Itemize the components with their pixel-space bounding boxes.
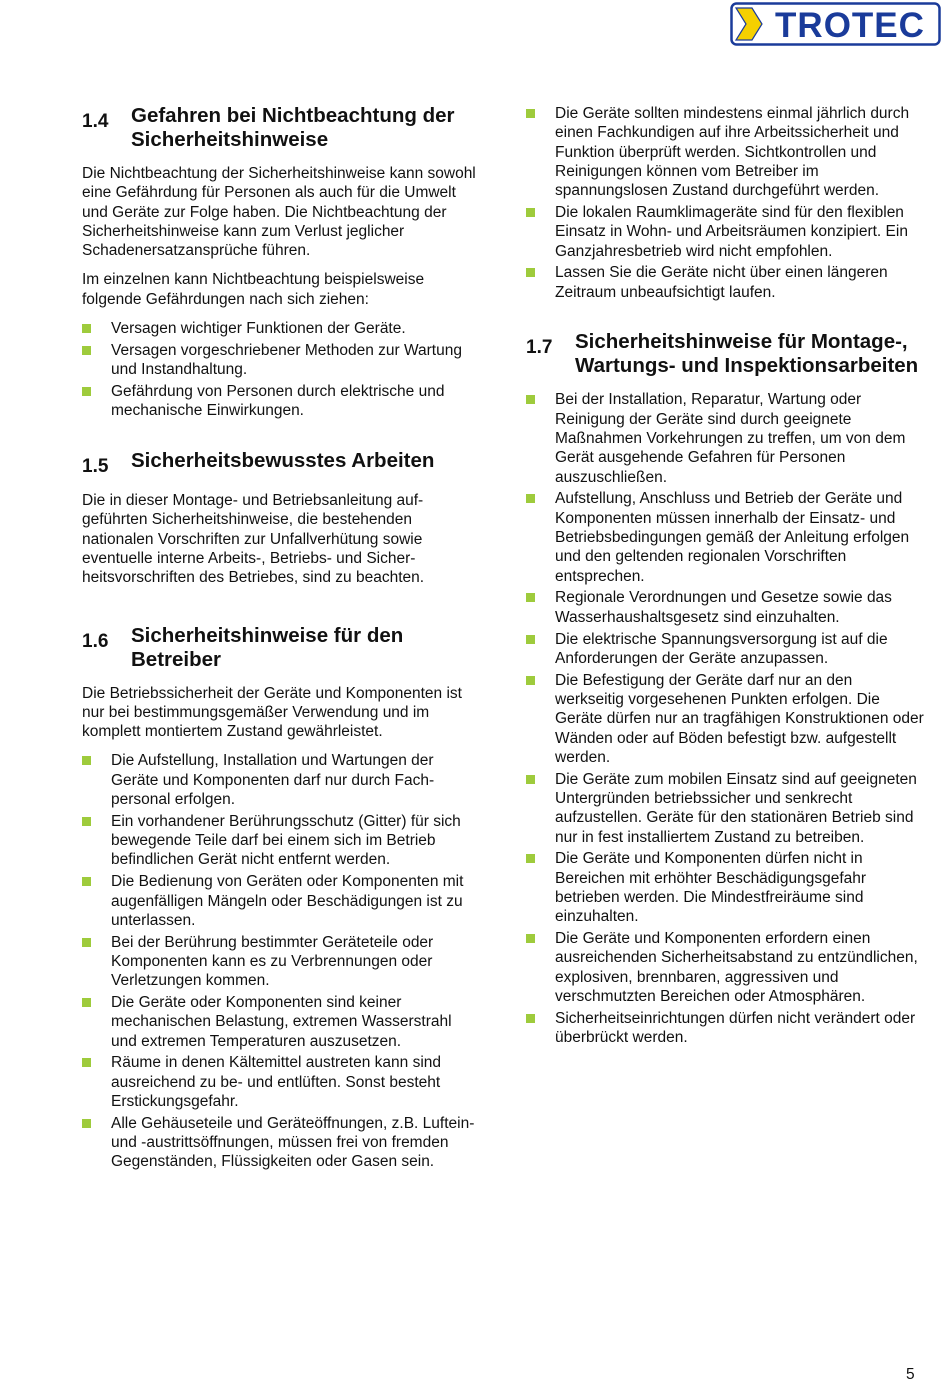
bullet-list [82,319,477,420]
list-item-text: Ein vorhandener Berührungsschutz (Gitter) für sich bewegende Teile darf bei einem sich im Betrieb befindlichen Gerät nicht entfernt werden. [111,812,461,869]
paragraph: Die in dieser Montage- und Betriebsanleitung aufgeführten Sicherheitshinweise, die bestehenden nationalen Vorschriften zur Unfallverhütung sowie eventuelle interne Arbeits-, Betriebs- und Sicherheitsvorschriften des Betriebes, sind zu beachten. [82,492,425,587]
list-item [526,1009,924,1048]
paragraph: Im einzelnen kann Nichtbeachtung beispielsweise folgende Gefährdungen nach sich ziehen: [82,271,425,308]
bullet-icon [526,593,535,602]
list-item [526,263,924,302]
list-item-text: Aufstellung, Anschluss und Betrieb der Geräte und Komponenten müssen innerhalb der Einsatz- und Betriebsbedingungen gemäß der Anleitung erfolgen und den geltenden regionalen Vorschriften entsprechen. [555,490,910,585]
list-item-text: Die Bedienung von Geräten oder Komponenten mit augenfälligen Mängeln oder Beschädigungen ist zu unterlassen. [111,873,464,929]
list-item-text: Die lokalen Raumklimageräte sind für den flexiblen Einsatz in Wohn- und Arbeitsräumen konzipiert. Ein Ganzjahresbetrieb wird nicht empfohlen. [555,203,908,260]
list-item-text: Die Geräte sollten mindestens einmal jährlich durch einen Fachkundigen auf ihre Arbeitssicherheit und Funktion überprüft werden. Sichtkontrollen und Reinigungen können vom Betreiber im spannungslosen Zustand durchgeführt werden. [555,105,910,200]
section-number: 1.6 [82,630,109,652]
bullet-icon [526,775,535,784]
bullet-icon [526,109,535,118]
list-item [82,1053,477,1111]
list-item-text: Die Geräte oder Komponenten sind keiner mechanischen Belastung, extremen Wasserstrahl und extremen Temperaturen auszusetzen. [111,994,452,1050]
list-item-text: Die Geräte und Komponenten dürfen nicht in Bereichen mit erhöhter Beschädigungsgefahr betrieben werden. Die Mindestfreiräume sind einzuhalten. [555,850,867,926]
page-number: 5 [906,1366,915,1383]
left-column [82,104,477,1174]
right-column [526,104,924,1050]
section-title: Gefahren bei Nichtbeachtung der Sicherheitshinweise [131,104,455,151]
list-item-text: Alle Gehäuseteile und Geräteöffnungen, z.B. Luftein- und -austrittsöffnungen, müssen frei von fremden Gegenständen, Flüssigkeiten oder Gasen sein. [111,1114,475,1171]
bullet-list [526,104,924,302]
bullet-icon [82,346,91,355]
list-item [526,203,924,261]
bullet-icon [526,635,535,644]
bullet-icon [82,938,91,947]
section-title: Sicherheitshinweise für Montage-, Wartungs- und Inspektionsarbeiten [575,330,919,378]
list-item-text: Die Befestigung der Geräte darf nur an den werkseitig vorgesehenen Punkten erfolgen. Die Geräte dürfen nur an tragfähigen Konstruktionen oder Wänden oder auf Böden befestigt bzw. aufgestellt werden. [555,671,924,766]
bullet-icon [82,1119,91,1128]
list-item [526,849,924,926]
list-item [526,104,924,200]
bullet-icon [82,998,91,1007]
section-title: Sicherheitsbewusstes Arbeiten [131,449,435,473]
list-item-text: Die Aufstellung, Installation und Wartungen der Geräte und Komponenten darf nur durch Fachpersonal erfolgen. [111,752,435,809]
bullet-icon [82,324,91,333]
paragraph: Die Nichtbeachtung der Sicherheitshinweise kann sowohl eine Gefährdung für Personen als auch für die Umwelt und Geräte zur Folge haben. Die Nichtbeachtung der Sicherheitshinweise kann zum Verlust jeglicher Schadenersatzansprüche führen. [82,165,476,260]
bullet-icon [82,1058,91,1067]
bullet-icon [526,268,535,277]
trotec-logo [730,2,941,46]
list-item [82,872,477,930]
bullet-icon [526,208,535,217]
list-item [526,390,924,486]
list-item [82,382,477,421]
list-item-text: Bei der Berührung bestimmter Geräteteile oder Komponenten kann es zu Verbrennungen oder Verletzungen kommen. [111,933,434,990]
list-item [82,341,477,380]
bullet-icon [526,1014,535,1023]
list-item [526,489,924,585]
list-item [526,929,924,1006]
list-item [82,319,477,338]
paragraph: Die Betriebssicherheit der Geräte und Komponenten ist nur bei bestimmungsgemäßer Verwendung und im komplett montiertem Zustand gewährleistet. [82,684,462,741]
list-item-text: Gefährdung von Personen durch elektrische und mechanische Einwirkungen. [111,382,445,420]
bullet-icon [526,854,535,863]
section-title: Sicherheitshinweise für den Betreiber [131,623,404,671]
list-item-text: Räume in denen Kältemittel austreten kann sind ausreichend zu be- und entlüften. Sonst besteht Erstickungsgefahr. [111,1054,442,1110]
section-1-5-heading [82,449,477,479]
bullet-icon [526,395,535,404]
list-item-text: Die Geräte und Komponenten erfordern einen ausreichenden Sicherheitsabstand zu entzündlichen, explosiven, brennbaren, aggressiven und verschmutzten Bereichen oder Atmosphären. [555,929,918,1005]
section-number: 1.4 [82,111,109,132]
list-item-text: Regionale Verordnungen und Gesetze sowie das Wasserhaushaltsgesetz sind einzuhalten. [555,589,892,626]
bullet-icon [82,756,91,765]
list-item-text: Lassen Sie die Geräte nicht über einen längeren Zeitraum unbeaufsichtigt laufen. [555,264,888,301]
list-item [82,1114,477,1172]
list-item-text: Sicherheitseinrichtungen dürfen nicht verändert oder überbrückt werden. [555,1009,916,1046]
list-item [82,812,477,870]
list-item-text: Die elektrische Spannungsversorgung ist auf die Anforderungen der Geräte anzupassen. [555,630,888,667]
list-item-text: Bei der Installation, Reparatur, Wartung oder Reinigung der Geräte sind durch geeignete Maßnahmen Vorkehrungen zu treffen, um von dem Gerät ausgehende Gefahren für Personen auszuschließen. [555,391,906,486]
section-number: 1.7 [526,337,553,359]
list-item-text: Versagen wichtiger Funktionen der Geräte. [111,320,406,338]
bullet-list [82,751,477,1171]
section-1-7-heading [526,330,924,378]
section-number: 1.5 [82,456,109,478]
list-item [82,933,477,991]
list-item [526,770,924,847]
bullet-list [526,390,924,1047]
bullet-icon [526,676,535,685]
list-item-text: Versagen vorgeschriebener Methoden zur Wartung und Instandhaltung. [111,341,462,379]
bullet-icon [526,494,535,503]
trotec-logo-graphic [730,2,941,46]
list-item [82,993,477,1051]
section-1-6-heading [82,624,477,672]
bullet-icon [82,877,91,886]
list-item [526,671,924,767]
bullet-icon [526,934,535,943]
list-item-text: Die Geräte zum mobilen Einsatz sind auf geeigneten Untergründen betriebssicher und senkrecht aufzustellen. Geräte für den stationären Betrieb sind nur in fest installiertem Zustand zu betreiben. [555,770,917,846]
section-1-4-heading [82,104,477,152]
list-item [526,588,924,627]
bullet-icon [82,817,91,826]
list-item [82,751,477,809]
list-item [526,630,924,669]
logo-wordmark: TROTEC [775,6,925,45]
bullet-icon [82,387,91,396]
